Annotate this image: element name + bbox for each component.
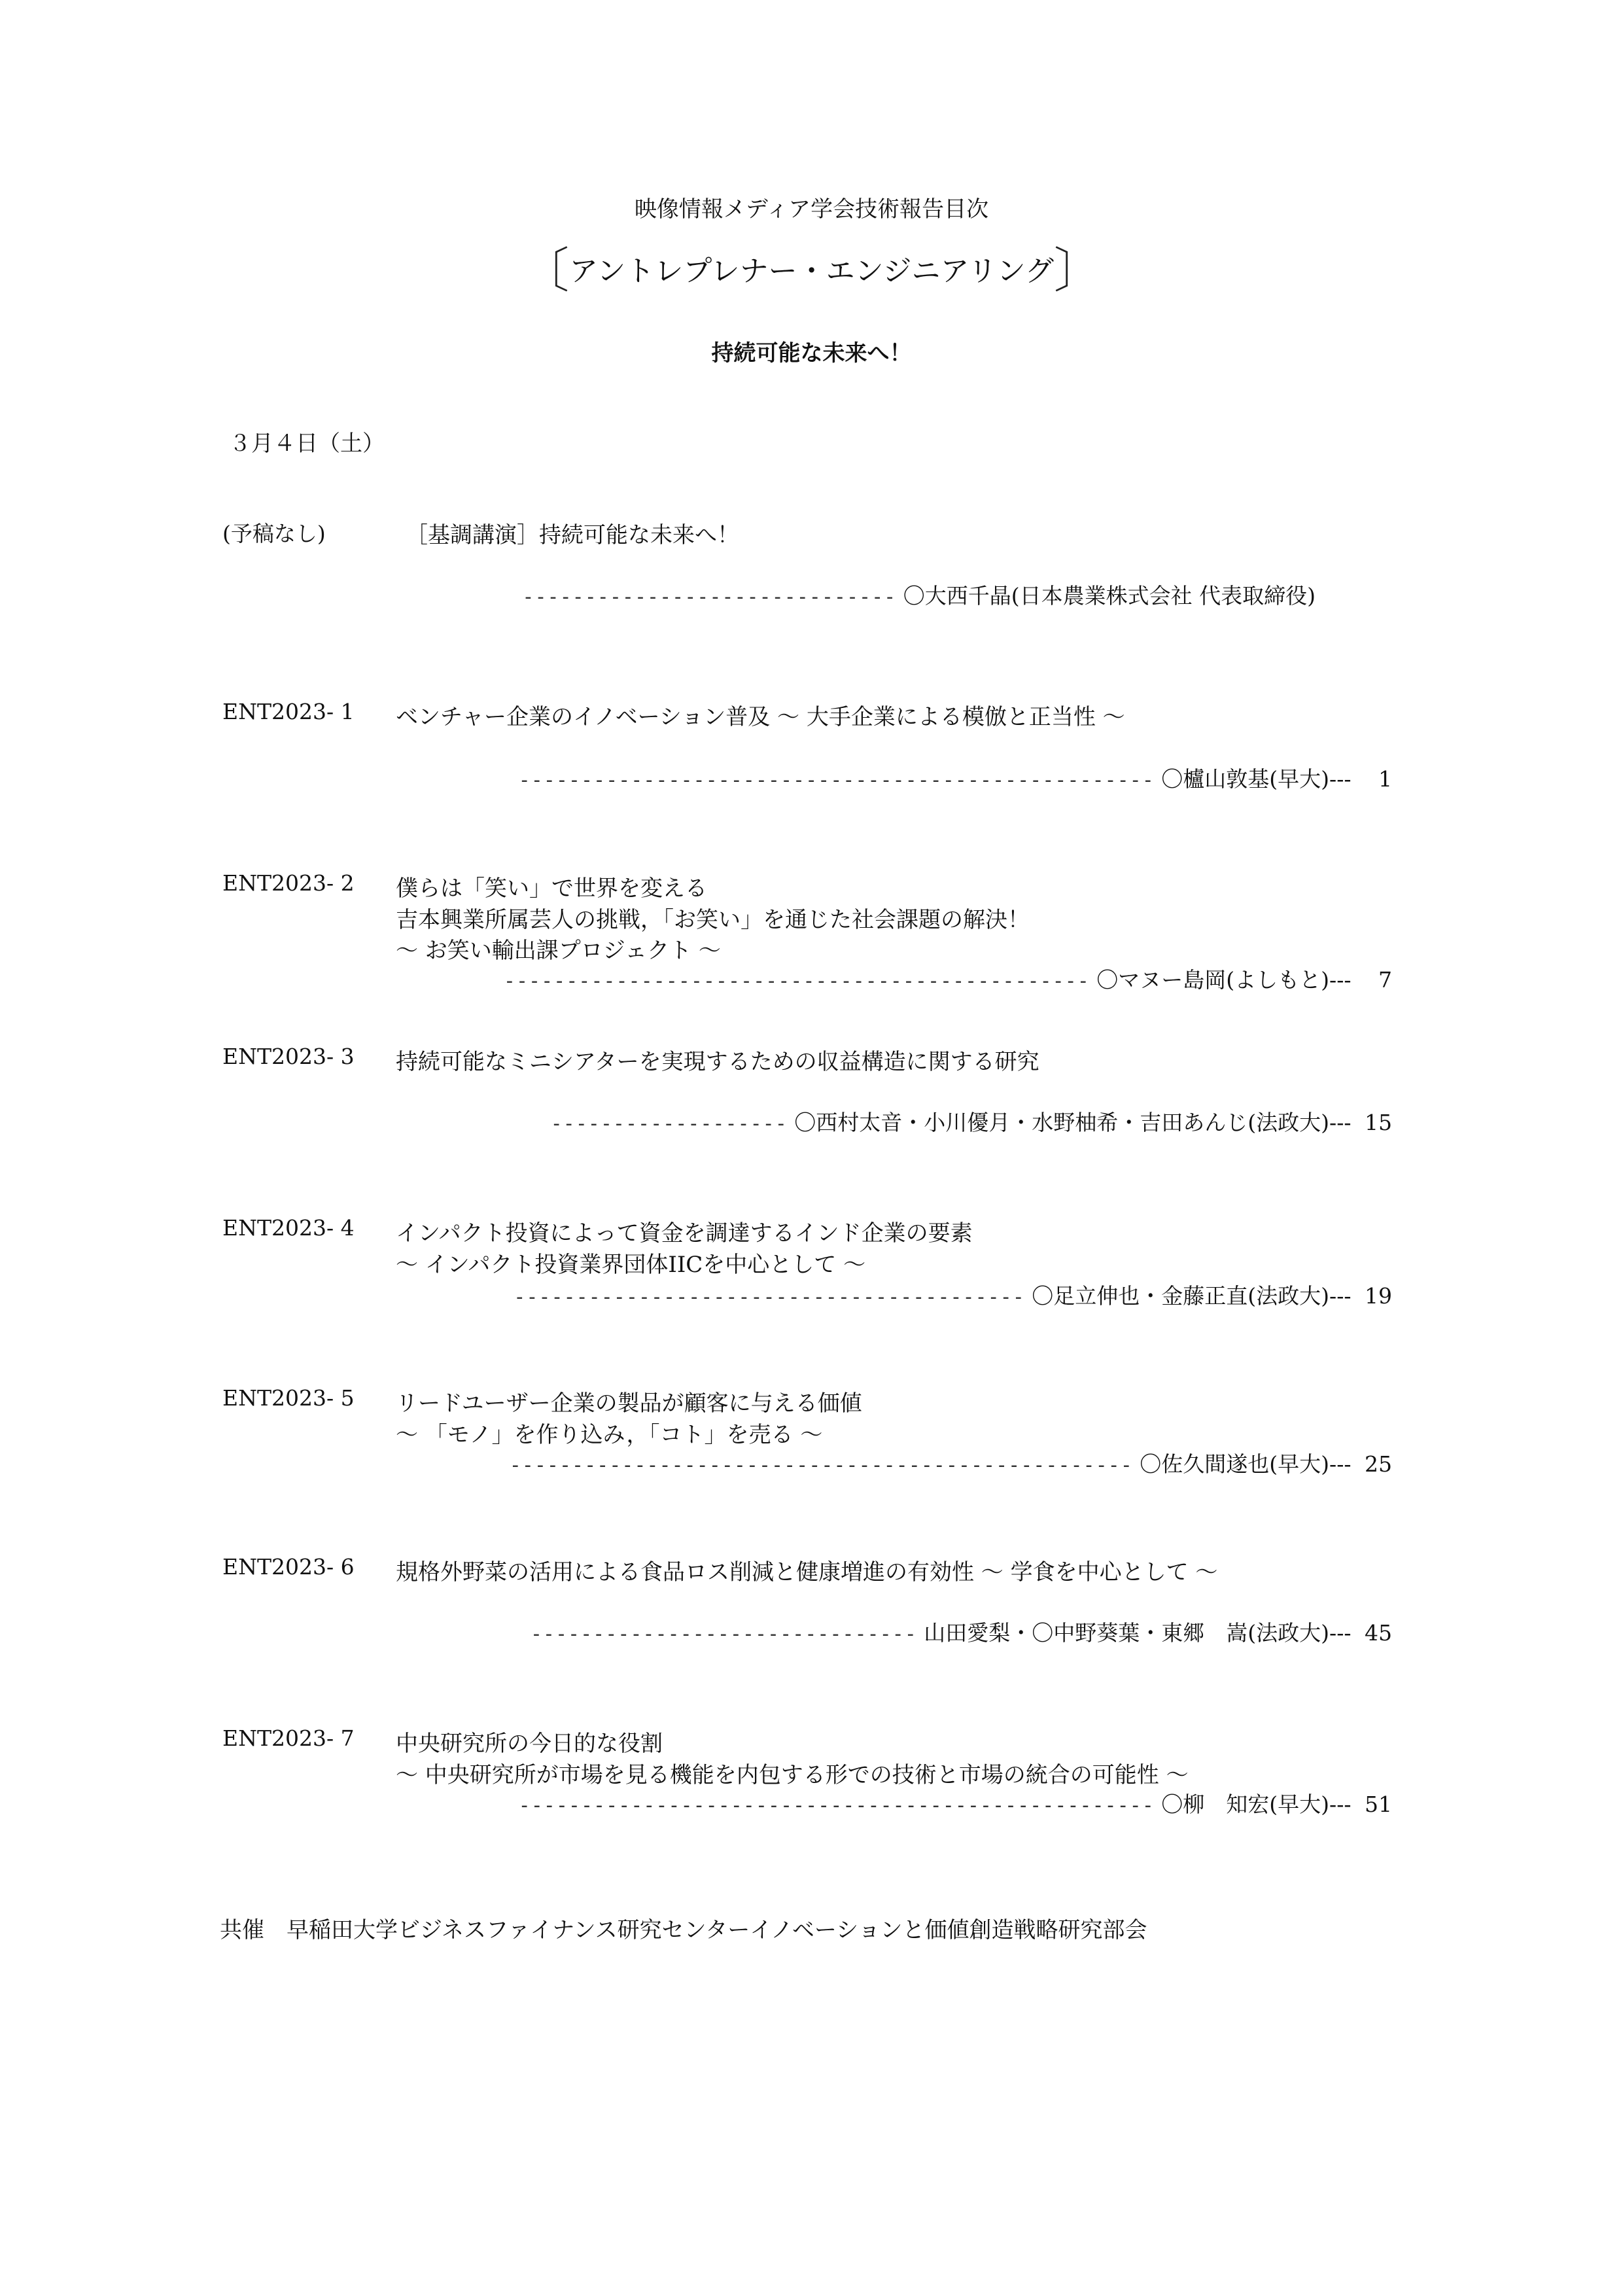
keynote-authors: 〇大西千晶(日本農業株式会社 代表取締役) bbox=[903, 583, 1316, 609]
session-theme: 持続可能な未来へ！ bbox=[711, 340, 912, 366]
leader-dashes: --------------------------------------------------- bbox=[518, 1794, 1155, 1817]
page-number: 15 bbox=[1365, 1110, 1392, 1135]
page-number: 1 bbox=[1378, 766, 1392, 792]
leader-dashes: ----------------------------------------------- bbox=[503, 970, 1090, 993]
entry-title-line: リードユーザー企業の製品が顧客に与える価値 bbox=[396, 1390, 862, 1417]
entry-author-line bbox=[519, 1788, 1392, 1818]
page-number: 51 bbox=[1365, 1792, 1392, 1817]
entry-author-line bbox=[531, 1616, 1392, 1647]
leader-dashes: ----------------------------------------- bbox=[514, 1286, 1025, 1309]
entry-author-line bbox=[504, 963, 1392, 994]
entry-subtitle-line: ～ お笑い輸出課プロジェクト ～ bbox=[396, 938, 721, 964]
entry-code: ENT2023- 6 bbox=[222, 1554, 355, 1580]
page-number: 7 bbox=[1378, 967, 1392, 993]
entry-title-line: 吉本興業所属芸人の挑戦，「お笑い」を通じた社会課題の解決！ bbox=[396, 907, 1030, 933]
leader-dashes: ------------------- bbox=[550, 1112, 788, 1135]
entry-authors: 〇佐久間遂也(早大)--- bbox=[1140, 1451, 1352, 1477]
session-title bbox=[0, 232, 1623, 302]
keynote-title: ［基調講演］持続可能な未来へ！ bbox=[406, 522, 739, 548]
page-number: 25 bbox=[1365, 1451, 1392, 1477]
session-date: ３月４日（土） bbox=[229, 431, 385, 457]
entry-title-line: 中央研究所の今日的な役割 bbox=[396, 1731, 663, 1757]
entry-subtitle-line: ～ 中央研究所が市場を見る機能を内包する形での技術と市場の統合の可能性 ～ bbox=[396, 1762, 1189, 1788]
entry-authors: 〇足立伸也・金藤正直(法政大)--- bbox=[1032, 1283, 1352, 1309]
keynote-code: (予稿なし) bbox=[222, 521, 326, 546]
left-bracket: 〔 bbox=[521, 243, 570, 299]
entry-author-line bbox=[514, 1279, 1392, 1310]
entry-authors: 〇柳 知宏(早大)--- bbox=[1161, 1792, 1352, 1817]
page-number: 45 bbox=[1365, 1620, 1392, 1646]
entry-authors: 〇櫨山敦基(早大)--- bbox=[1161, 766, 1352, 792]
leader-dashes: --------------------------------------------------- bbox=[518, 769, 1155, 792]
leader-dashes: ------------------------------ bbox=[522, 586, 897, 609]
leader-dashes: ------------------------------- bbox=[530, 1623, 917, 1646]
entry-code: ENT2023- 4 bbox=[222, 1215, 355, 1241]
entry-authors: 山田愛梨・〇中野葵葉・東郷 嵩(法政大)--- bbox=[924, 1620, 1352, 1646]
session-name: アントレプレナー・エンジニアリング bbox=[569, 255, 1054, 288]
page-number: 19 bbox=[1365, 1283, 1392, 1309]
entry-authors: 〇西村太音・小川優月・水野柚希・吉田あんじ(法政大)--- bbox=[794, 1110, 1352, 1135]
leader-dashes: -------------------------------------------------- bbox=[509, 1454, 1133, 1477]
entry-title-line: インパクト投資によって資金を調達するインド企業の要素 bbox=[396, 1220, 973, 1246]
entry-subtitle-line: ～ 「モノ」を作り込み，「コト」を売る ～ bbox=[396, 1422, 823, 1448]
entry-code: ENT2023- 5 bbox=[222, 1385, 355, 1411]
entry-author-line bbox=[551, 1106, 1392, 1137]
entry-author-line bbox=[519, 762, 1392, 793]
cosponsor-footer: 共催 早稲田大学ビジネスファイナンス研究センターイノベーションと価値創造戦略研究部会 bbox=[220, 1917, 1147, 1943]
right-bracket: 〕 bbox=[1053, 243, 1102, 299]
entry-author-line bbox=[510, 1447, 1392, 1478]
entry-code: ENT2023- 1 bbox=[222, 699, 355, 724]
entry-authors: 〇マヌー島岡(よしもと)--- bbox=[1096, 967, 1352, 993]
entry-code: ENT2023- 2 bbox=[222, 870, 355, 896]
society-toc-heading: 映像情報メディア学会技術報告目次 bbox=[634, 196, 989, 222]
entry-title-line: 規格外野菜の活用による食品ロス削減と健康増進の有効性 ～ 学食を中心として ～ bbox=[396, 1559, 1218, 1585]
entry-title-line: ベンチャー企業のイノベーション普及 ～ 大手企業による模倣と正当性 ～ bbox=[396, 704, 1125, 730]
entry-title-line: 僕らは「笑い」で世界を変える bbox=[396, 875, 707, 902]
keynote-author-line bbox=[522, 579, 1316, 610]
entry-subtitle-line: ～ インパクト投資業界団体IICを中心として ～ bbox=[396, 1252, 866, 1278]
entry-code: ENT2023- 3 bbox=[222, 1044, 355, 1069]
entry-code: ENT2023- 7 bbox=[222, 1725, 355, 1751]
entry-title-line: 持続可能なミニシアターを実現するための収益構造に関する研究 bbox=[396, 1049, 1039, 1075]
